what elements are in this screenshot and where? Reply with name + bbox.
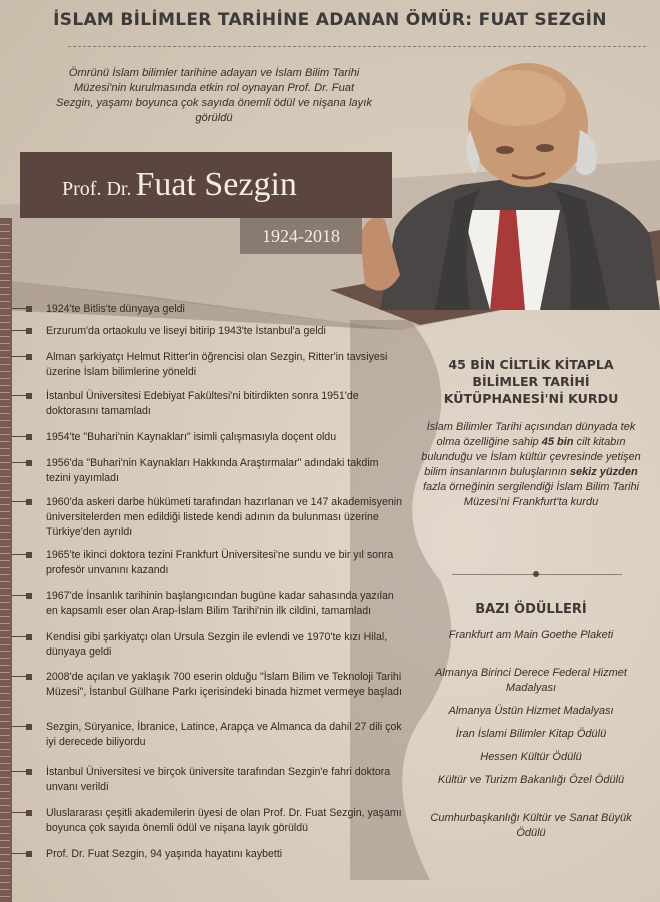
timeline-bullet	[26, 460, 32, 466]
award-item: Kültür ve Turizm Bakanlığı Özel Ödülü	[437, 774, 625, 786]
timeline-bullet	[26, 810, 32, 816]
timeline-text: 1967'de İnsanlık tarihinin başlangıcından bugüne kadar sahasında yazılan en kapsamlı eser olan Arap-İslam Bilim Tarihi'nin ilk cildini, tamamladı	[46, 590, 394, 617]
library-body-text: cilt kitabın bulunduğu ve İslam kültür çevresinde yetişen bilim insanlarının buluşlarının	[421, 436, 641, 478]
timeline-tick	[12, 726, 26, 727]
timeline-text: 1924'te Bitlis'te dünyaya geldi	[46, 303, 185, 315]
award-item: İran İslami Bilimler Kitap Ödülü	[455, 728, 607, 740]
timeline-bullet	[26, 328, 32, 334]
timeline-tick	[12, 436, 26, 437]
intro-text: Ömrünü İslam bilimler tarihine adayan ve İslam Bilim Tarihi Müzesi'nin kurulmasında etkin rol oynayan Prof. Dr. Fuat Sezgin, yaşamı boyunca çok sayıda önemli ödül ve nişana layık görüldü	[56, 67, 372, 124]
timeline-bullet	[26, 306, 32, 312]
divider-dot	[533, 571, 539, 577]
timeline-text: Alman şarkiyatçı Helmut Ritter'in öğrencisi olan Sezgin, Ritter'in tavsiyesi üzerine İslam bilimlerine yöneldi	[46, 351, 388, 378]
timeline-tick	[12, 554, 26, 555]
timeline-bullet	[26, 724, 32, 730]
timeline-bullet	[26, 393, 32, 399]
library-body-text: fazla örneğinin sergilendiği İslam Bilim Tarihi Müzesi'ni Frankfurt'ta kurdu	[422, 481, 640, 508]
timeline-bullet	[26, 674, 32, 680]
timeline-bullet	[26, 499, 32, 505]
timeline-tick	[12, 595, 26, 596]
timeline-text: Erzurum'da ortaokulu ve liseyi bitirip 1943'te İstanbul'a geldi	[46, 325, 326, 337]
timeline-text: Prof. Dr. Fuat Sezgin, 94 yaşında hayatını kaybetti	[46, 848, 283, 860]
timeline-tick	[12, 853, 26, 854]
timeline-text: İstanbul Üniversitesi ve birçok üniversite tarafından Sezgin'e fahri doktora unvanı verildi	[46, 766, 391, 793]
library-body	[418, 420, 644, 510]
library-highlight: sekiz yüzden	[569, 466, 638, 478]
award-item: Frankfurt am Main Goethe Plaketi	[448, 629, 614, 641]
timeline-bullet	[26, 634, 32, 640]
timeline-tick	[12, 676, 26, 677]
timeline-tick	[12, 462, 26, 463]
timeline-text: Kendisi gibi şarkiyatçı olan Ursula Sezgin ile evlendi ve 1970'te kızı Hilal, dünyaya geldi	[46, 631, 388, 658]
timeline-tick	[12, 395, 26, 396]
library-heading: 45 BİN CİLTLİK KİTAPLA BİLİMLER TARİHİ KÜTÜPHANESİ'Nİ KURDU	[443, 357, 619, 406]
timeline-tick	[12, 771, 26, 772]
award-item: Cumhurbaşkanlığı Kültür ve Sanat Büyük Ödülü	[430, 812, 632, 839]
timeline-text: 1965'te ikinci doktora tezini Frankfurt Üniversitesi'ne sundu ve bir yıl sonra profesör unvanını kazandı	[46, 549, 394, 576]
timeline-text: 1954'te "Buhari'nin Kaynakları" isimli çalışmasıyla doçent oldu	[46, 431, 337, 443]
timeline-bullet	[26, 552, 32, 558]
library-body-text: İslam Bilimler Tarihi açısından dünyada tek olma özelliğine sahip	[426, 421, 636, 448]
timeline-text: Sezgin, Süryanice, İbranice, Latince, Arapça ve Almanca da dahil 27 dili çok iyi derecede biliyordu	[46, 721, 402, 748]
timeline-bullet	[26, 593, 32, 599]
timeline-text: İstanbul Üniversitesi Edebiyat Fakültesi'ni bitirdikten sonra 1951'de doktorasını tamamladı	[46, 390, 359, 417]
name-banner	[20, 152, 392, 218]
award-item: Hessen Kültür Ödülü	[480, 751, 582, 763]
name-main: Fuat Sezgin	[135, 166, 297, 203]
timeline-bullet	[26, 354, 32, 360]
ruler-ticks	[0, 218, 10, 902]
timeline-text: 1960'da askeri darbe hükümeti tarafından hazırlanan ve 147 akademisyenin üniversitelerden men edildiği listede kendi adının da bulunması üzerine Türkiye'den ayrıldı	[46, 496, 402, 538]
timeline-tick	[12, 636, 26, 637]
timeline-text: Uluslararası çeşitli akademilerin üyesi de olan Prof. Dr. Fuat Sezgin, yaşamı boyunca çok sayıda önemli ödül ve nişana layık görüldü	[46, 807, 402, 834]
timeline-bullet	[26, 851, 32, 857]
life-years: 1924-2018	[240, 218, 362, 254]
award-item: Almanya Birinci Derece Federal Hizmet Madalyası	[435, 667, 627, 694]
timeline-tick	[12, 356, 26, 357]
timeline-tick	[12, 501, 26, 502]
awards-heading: BAZI ÖDÜLLERİ	[475, 602, 587, 617]
title-divider	[68, 46, 646, 47]
timeline-tick	[12, 812, 26, 813]
timeline-bullet	[26, 434, 32, 440]
page-title: İSLAM BİLİMLER TARİHİNE ADANAN ÖMÜR: FUAT SEZGİN	[53, 10, 607, 30]
timeline-tick	[12, 330, 26, 331]
timeline-tick	[12, 308, 26, 309]
timeline-text: 1956'da "Buhari'nin Kaynakları Hakkında Araştırmalar" adındaki takdim tezini yayımladı	[46, 457, 379, 484]
library-highlight: 45 bin	[541, 436, 574, 448]
person-name	[62, 166, 297, 204]
award-item: Almanya Üstün Hizmet Madalyası	[448, 705, 614, 717]
name-prefix: Prof. Dr.	[62, 178, 132, 200]
timeline-text: 2008'de açılan ve yaklaşık 700 eserin olduğu "İslam Bilim ve Teknoloji Tarihi Müzesi", İstanbul Gülhane Parkı içerisindeki binada hizmet vermeye başladı	[46, 671, 402, 698]
timeline-bullet	[26, 769, 32, 775]
